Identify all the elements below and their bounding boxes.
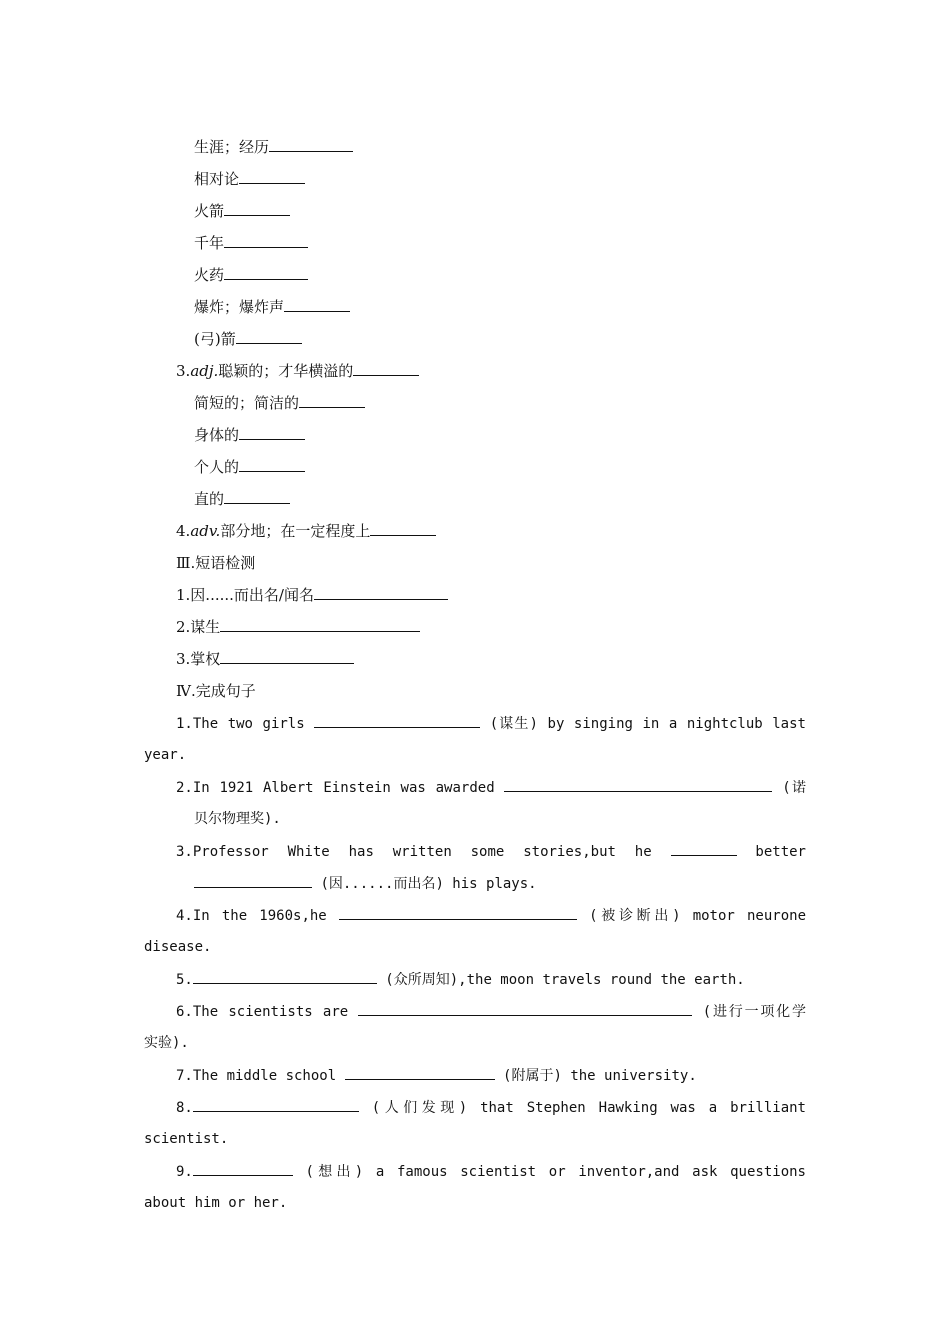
answer-blank[interactable]	[358, 1001, 692, 1016]
sentence-text: 3.Professor White has written some stories,but he	[176, 844, 652, 860]
vocab-item	[176, 521, 436, 541]
sentence-item	[176, 1001, 806, 1022]
part-of-speech: adv.	[190, 522, 221, 540]
answer-blank[interactable]	[220, 617, 420, 632]
vocab-text: 个人的	[194, 458, 240, 476]
vocab-text: 简短的；简洁的	[194, 394, 300, 412]
item-number: 4.	[176, 522, 191, 540]
sentence-continuation: 贝尔物理奖).	[194, 811, 281, 827]
sentence-text: (因......而出名) his plays.	[320, 876, 537, 892]
vocab-item	[194, 137, 353, 157]
answer-blank[interactable]	[299, 393, 365, 408]
vocab-item	[194, 201, 290, 221]
sentence-text: 5.	[176, 972, 193, 988]
answer-blank[interactable]	[269, 137, 353, 152]
sentence-text: (人们发现) that Stephen Hawking was a brilliant	[371, 1100, 806, 1116]
vocab-item	[194, 457, 305, 477]
sentence-text: 2.In 1921 Albert Einstein was awarded	[176, 780, 495, 796]
answer-blank[interactable]	[284, 297, 350, 312]
sentence-item	[176, 1097, 806, 1118]
answer-blank[interactable]	[239, 169, 305, 184]
answer-blank[interactable]	[239, 425, 305, 440]
vocab-text: 千年	[194, 234, 225, 252]
sentence-continuation: year.	[144, 747, 187, 763]
sentence-continuation: scientist.	[144, 1131, 229, 1147]
sentence-text: 4.In the 1960s,he	[176, 908, 327, 924]
vocab-text: 相对论	[194, 170, 240, 188]
answer-blank[interactable]	[224, 265, 308, 280]
sentence-text: (谋生) by singing in a nightclub last	[489, 716, 806, 732]
answer-blank[interactable]	[339, 905, 577, 920]
sentence-continuation: disease.	[144, 939, 212, 955]
answer-blank[interactable]	[193, 1161, 293, 1176]
answer-blank[interactable]	[353, 361, 419, 376]
sentence-text: 1.The two girls	[176, 716, 305, 732]
answer-blank[interactable]	[239, 457, 305, 472]
answer-blank[interactable]	[314, 713, 480, 728]
phrase-text: 3.掌权	[176, 650, 221, 668]
sentence-text: (被诊断出) motor neurone	[589, 908, 806, 924]
sentence-text: 6.The scientists are	[176, 1004, 349, 1020]
vocab-item	[194, 393, 365, 413]
phrase-text: 2.谋生	[176, 618, 221, 636]
answer-blank[interactable]	[504, 777, 772, 792]
phrase-item	[176, 585, 448, 605]
sentence-continuation	[194, 873, 537, 894]
answer-blank[interactable]	[236, 329, 302, 344]
answer-blank[interactable]	[370, 521, 436, 536]
vocab-item	[194, 425, 305, 445]
vocab-text: 身体的	[194, 426, 240, 444]
vocab-text: 火药	[194, 266, 225, 284]
vocab-item	[194, 169, 305, 189]
vocab-item	[194, 489, 290, 509]
sentence-text: (附属于) the university.	[503, 1068, 697, 1084]
sentence-text: (想出) a famous scientist or inventor,and ask questions	[305, 1164, 806, 1180]
vocab-item	[194, 265, 308, 285]
answer-blank[interactable]	[193, 1097, 359, 1112]
answer-blank[interactable]	[314, 585, 448, 600]
section-heading: Ⅳ.完成句子	[176, 682, 256, 700]
answer-blank[interactable]	[224, 233, 308, 248]
answer-blank[interactable]	[224, 201, 290, 216]
vocab-text: 部分地；在一定程度上	[220, 522, 371, 540]
answer-blank[interactable]	[345, 1065, 495, 1080]
sentence-text: 7.The middle school	[176, 1068, 337, 1084]
vocab-item	[194, 233, 308, 253]
sentence-text: (诺	[782, 780, 806, 796]
answer-blank[interactable]	[671, 841, 737, 856]
answer-blank[interactable]	[220, 649, 354, 664]
vocab-text: 直的	[194, 490, 225, 508]
vocab-item	[194, 297, 350, 317]
part-of-speech: adj.	[190, 362, 219, 380]
vocab-text: (弓)箭	[194, 330, 236, 348]
sentence-text: (进行一项化学	[702, 1004, 806, 1020]
sentence-item	[176, 1161, 806, 1182]
phrase-item	[176, 649, 354, 669]
sentence-text: (众所周知),the moon travels round the earth.	[385, 972, 745, 988]
sentence-item	[176, 905, 806, 926]
sentence-text: 8.	[176, 1100, 193, 1116]
vocab-item	[176, 361, 419, 381]
sentence-continuation: about him or her.	[144, 1195, 288, 1211]
sentence-item	[176, 777, 806, 798]
sentence-continuation: 实验).	[144, 1035, 189, 1051]
vocab-text: 火箭	[194, 202, 225, 220]
section-heading: Ⅲ.短语检测	[176, 554, 256, 572]
answer-blank[interactable]	[193, 969, 377, 984]
item-number: 3.	[176, 362, 191, 380]
vocab-text: 聪颖的；才华横溢的	[218, 362, 354, 380]
sentence-item	[176, 841, 806, 862]
sentence-item	[176, 1065, 697, 1086]
sentence-text: 9.	[176, 1164, 193, 1180]
vocab-text: 生涯；经历	[194, 138, 270, 156]
answer-blank[interactable]	[194, 873, 312, 888]
vocab-text: 爆炸；爆炸声	[194, 298, 285, 316]
sentence-text: better	[755, 844, 806, 860]
phrase-text: 1.因......而出名/闻名	[176, 586, 314, 604]
vocab-item	[194, 329, 302, 349]
sentence-item	[176, 969, 745, 990]
answer-blank[interactable]	[224, 489, 290, 504]
phrase-item	[176, 617, 420, 637]
sentence-item	[176, 713, 806, 734]
